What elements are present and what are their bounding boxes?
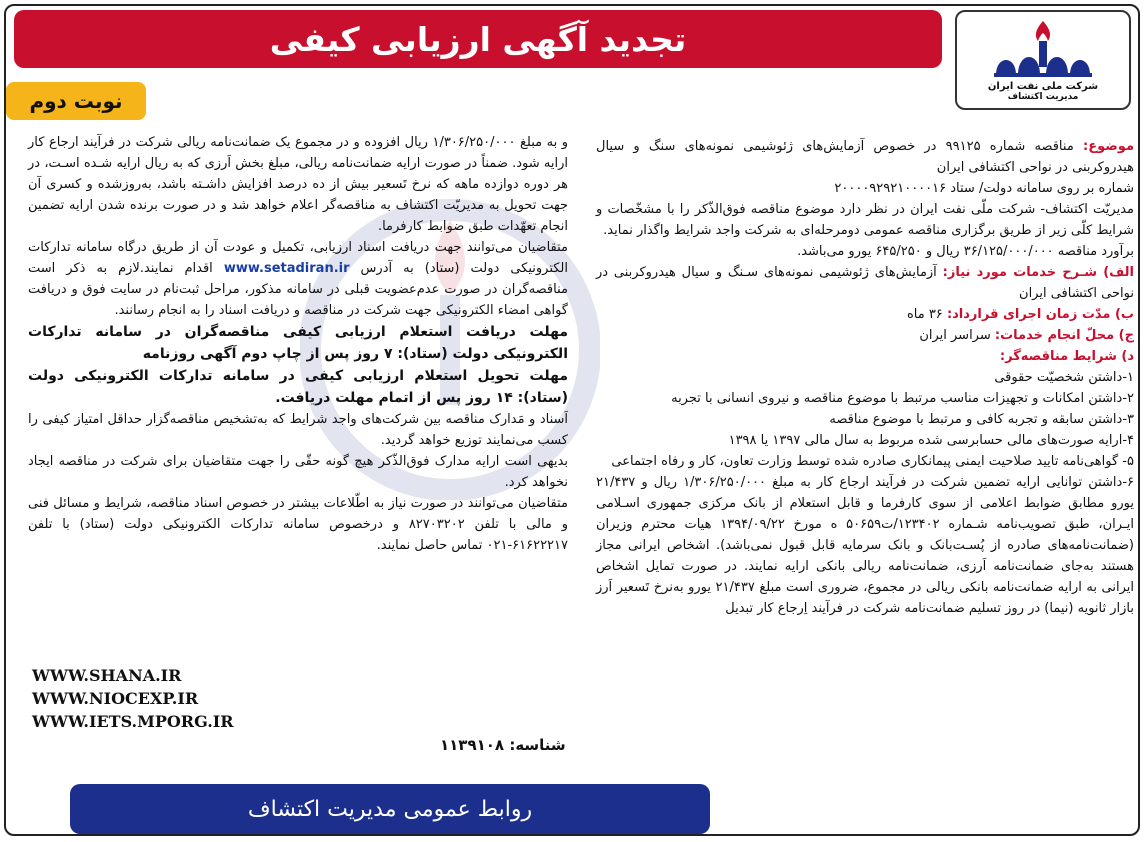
intro-paragraph: مدیریّت اکتشاف- شرکت ملّی نفت ایران در نظر دارد موضوع مناقصه فوق‌الذّکر را با مشخّصات و شرایط کلّی زیر از طریق برگزاری مناقصه عمومی دومرحله‌ای به شرکت واجد شرایط واگذار نماید. xyxy=(596,202,1134,238)
continuation-paragraph: و به مبلغ ۱/۳۰۶/۲۵۰/۰۰۰ ریال افزوده و در مجموع یک ضمانت‌نامه ریالی شرکت در فرآیند ارجاع کار ارایه شود. ضمناً در صورت ارایه ضمانت‌نامه ریالی، مبلغ بخش اَرزی که به ریال ارایه شـده اسـت، در هر دوره دوازده ماهه که نرخ تَسعیر بیش از ده درصد افزایش داشـته باشد، به‌روزشده و کسری آن جهت تحویل به مدیریّت اکتشاف به مناقصه‌گر اعلام خواهد شد و در صورت برنده شدن ارایه تضمین انجام تعهّدات طبق ضوابط کارفرما. xyxy=(28,135,568,234)
round-badge xyxy=(6,82,146,120)
setad-number-line: شماره بر روی سامانه دولت/ ستاد ۲۰۰۰۰۹۲۹۲۱۰۰۰۰۱۶ xyxy=(834,181,1134,196)
subject-text: مناقصه شماره ۹۹۱۲۵ در خصوص آزمایش‌های ژئوشیمی نمونه‌های سنگ و سیال هیدروکربنی در نواحی اکتشافی ایران xyxy=(596,139,1134,175)
logo-caption-company: شرکت ملی نفت ایران xyxy=(987,80,1099,92)
company-logo xyxy=(955,10,1131,110)
notice-id: شناسه: ۱۱۳۹۱۰۸ xyxy=(440,736,566,754)
round-badge-label: نوبت دوم xyxy=(29,89,123,113)
condition-item: ۳-داشتن سابقه و تجربه کافی و مرتبط با موضوع مناقصه xyxy=(829,412,1134,427)
nioc-flame-logo-icon xyxy=(988,19,1098,81)
subject-paragraph xyxy=(596,136,1134,178)
footer-text: روابط عمومی مدیریت اکتشاف xyxy=(247,796,533,822)
service-label: الف) شـرح خدمات مورد نیاز: xyxy=(942,265,1134,280)
setadiran-link[interactable]: www.setadiran.ir xyxy=(223,261,350,276)
service-paragraph xyxy=(596,262,1134,304)
condition-item: ۲-داشتن امکانات و تجهیزات مناسب مرتبط با موضوع مناقصه و نیروی انسانی با تجربه xyxy=(671,391,1134,406)
deadline-receive: مهلت دریافت استعلام ارزیابی کیفی مناقصه‌گران در سامانه تدارکات الکترونیکی دولت (ستاد): ۷ روز پس از چاپ دوم آگهی روزنامه xyxy=(28,324,568,362)
right-column xyxy=(596,136,1134,619)
applicants-text-after: اقدام نمایند.لازم به ذکر است مناقصه‌گران در صورت عدم‌عضویت قبلی در سامانه مذکور، مراحل ثبت‌نام در سایت فوق و دریافت گواهی امضاء الکترونیکی جهت شرکت در مناقصه و دریافت اسناد را به انجام رسانند. xyxy=(28,261,568,318)
website-list xyxy=(32,664,234,733)
website-link-niocexp[interactable]: WWW.NIOCEXP.IR xyxy=(32,689,199,708)
applicants-paragraph xyxy=(28,237,568,321)
documents-note: اَسناد و مَدارک مناقصه بین شرکت‌های واجد شرایط که به‌تشخیص مناقصه‌گزار حداقل امتیاز کیفی را کسب می‌نمایند توزیع خواهد گردید. xyxy=(28,412,568,448)
duration-label: ب) مدّت زمان اجرای قرارداد: xyxy=(946,307,1134,322)
estimate-line: برآورد مناقصه ۳۶/۱۲۵/۰۰۰/۰۰۰ ریال و ۶۴۵/۲۵۰ یورو می‌باشد. xyxy=(797,244,1134,259)
website-link-shana[interactable]: WWW.SHANA.IR xyxy=(32,666,182,685)
applicants-text-before: متقاضیان می‌توانند جهت دریافت اسناد ارزیابی، تکمیل و عودت آن از طریق درگاه سامانه تدارکات الکترونیکی دولت (ستاد) به آدرس xyxy=(28,240,568,276)
contact-note: متقاضیان می‌توانند در صورت نیاز به اطّلاعات بیشتر در خصوص اسناد مناقصه، شرایط و مسائل فنی و مالی با تلفن ۸۲۷۰۳۲۰۲ و درخصوص سامانه تدارکات الکترونیکی دولت (ستاد) با تلفن ۶۱۶۲۲۲۱۷-۰۲۱ تماس حاصل نمایند. xyxy=(28,496,568,553)
condition-item: ۵- گواهی‌نامه تایید صلاحیت ایمنی پیمانکاری صادره شده توسط وزارت تعاون، کار و رفاه اجتماعی xyxy=(611,454,1134,469)
conditions-label: د) شرایط مناقصه‌گر: xyxy=(999,349,1134,364)
condition-item: ۶-داشتن توانایی ارایه تضمین شرکت در فرآیند ارجاع کار به مبلغ ۱/۳۰۶/۲۵۰/۰۰۰ ریال و ۲۱/۴۳۷ یورو مطابق ضوابط اعلامی از سوی کارفرما و قابل استعلام از بانک مرکزی جمهوری اسـلامی ایـران، طبق تصویب‌نامه شـماره ۱۲۳۴۰۲/ت۵۰۶۵۹ ه مورخ ۱۳۹۴/۰۹/۲۲ هیات محترم وزیران (ضمانت‌نامه‌های صادره از پُسـت‌بانک و بانک سرمایه قابل قبول نمی‌باشد). اشخاص ایرانی مجاز هستند به‌جای ضمانت‌نامه اَرزی، ضمانت‌نامه ریالی بانکی ارایه نمایند. در صورت تمایل اشخاص ایرانی به ارایه ضمانت‌نامه بانکی ریالی در مجموع، ضروری است مبلغ ۲۱/۴۳۷ یورو به‌نرخ تَسعیر اَرز بازار ثانویه (نیما) در روز تسلیم ضمانت‌نامه شرکت در فرآیند اِرجاع کار تبدیل xyxy=(596,475,1134,616)
location-text: سراسر ایران xyxy=(919,328,995,343)
page-title: تجدید آگهی ارزیابی کیفی xyxy=(269,19,687,59)
subject-label: موضوع: xyxy=(1083,139,1134,154)
obvious-note: بدیهی است ارایه مدارک فوق‌الذّکر هیچ گونه حقّی را جهت متقاضیان برای شرکت در مناقصه ایجاد نخواهد کرد. xyxy=(28,454,568,490)
service-text: آزمایش‌های ژئوشیمی نمونه‌های سـنگ و سیال هیدروکربنی در نواحی اکتشافی ایران xyxy=(596,265,1134,301)
deadline-submit: مهلت تحویل استعلام ارزیابی کیفی در سامانه تدارکات الکترونیکی دولت (ستاد): ۱۴ روز پس از اتمام مهلت دریافت. xyxy=(28,368,568,406)
location-paragraph xyxy=(596,325,1134,346)
header-banner xyxy=(14,10,942,68)
condition-item: ۴-ارایه صورت‌های مالی حسابرسی شده مربوط به سال مالی ۱۳۹۷ یا ۱۳۹۸ xyxy=(728,433,1134,448)
website-link-iets[interactable]: WWW.IETS.MPORG.IR xyxy=(32,712,234,731)
footer-banner xyxy=(70,784,710,834)
duration-text: ۳۶ ماه xyxy=(906,307,947,322)
duration-paragraph xyxy=(596,304,1134,325)
left-column xyxy=(28,132,568,556)
location-label: ج) محلّ انجام خدمات: xyxy=(994,328,1134,343)
condition-item: ۱-داشتن شخصیّت حقوقی xyxy=(994,370,1134,385)
logo-caption-division: مدیریت اکتشاف xyxy=(1007,91,1079,102)
